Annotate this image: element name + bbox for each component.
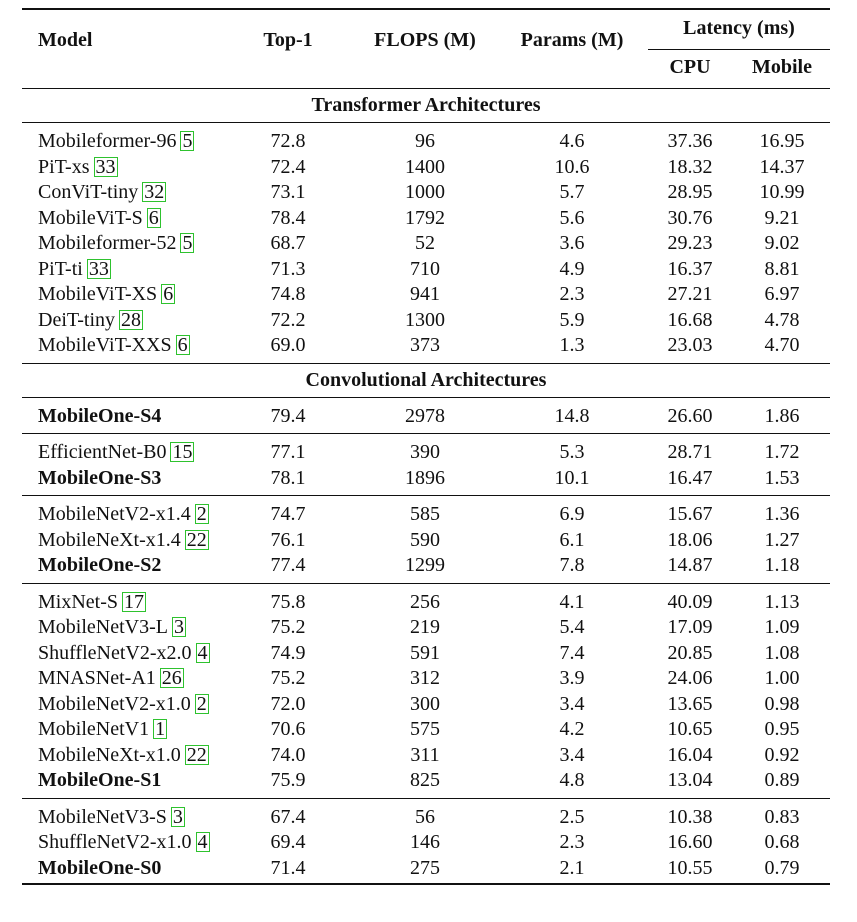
table-row xyxy=(22,404,830,429)
table-row xyxy=(22,282,830,307)
top1-value: 71.3 xyxy=(270,257,306,280)
table-row xyxy=(22,440,830,465)
model-name xyxy=(38,180,166,205)
citation-link[interactable]: 33 xyxy=(88,257,109,280)
model-name xyxy=(38,856,161,881)
flops-value: 256 xyxy=(410,590,440,613)
model-name xyxy=(38,231,194,256)
model-label: DeiT-tiny xyxy=(38,308,116,331)
params-value: 10.6 xyxy=(554,155,590,178)
citation-link[interactable]: 1 xyxy=(155,718,166,740)
params-value: 7.8 xyxy=(559,554,585,576)
top1-value: 78.4 xyxy=(270,206,306,229)
mobile-latency-value: 1.13 xyxy=(764,590,800,613)
flops-value: 591 xyxy=(410,641,440,664)
cpu-latency-value: 28.95 xyxy=(667,181,713,203)
table-row xyxy=(22,333,830,358)
flops-value: 56 xyxy=(415,805,435,828)
citation-link[interactable]: 22 xyxy=(186,528,207,551)
citation-link[interactable]: 5 xyxy=(182,232,193,254)
cpu-latency-value: 27.21 xyxy=(667,283,713,305)
model-name xyxy=(38,308,143,333)
model-name xyxy=(38,440,194,465)
cpu-latency-value: 10.38 xyxy=(667,805,713,828)
citation-link[interactable]: 5 xyxy=(182,130,193,152)
params-value: 5.3 xyxy=(559,441,585,463)
params-value: 5.9 xyxy=(559,308,585,331)
table-row xyxy=(22,553,830,578)
mobile-latency-value: 10.99 xyxy=(759,181,805,203)
header-params: Params (M) xyxy=(520,29,624,51)
model-name xyxy=(38,528,209,553)
citation-link[interactable]: 22 xyxy=(186,743,207,766)
citation-link[interactable]: 17 xyxy=(124,590,144,613)
table-row xyxy=(22,155,830,180)
flops-value: 585 xyxy=(410,503,440,525)
model-name xyxy=(38,641,210,666)
citation-link[interactable]: 3 xyxy=(172,805,183,828)
cpu-latency-value: 16.60 xyxy=(667,831,713,853)
params-value: 2.5 xyxy=(559,805,585,828)
mobile-latency-value: 0.68 xyxy=(764,831,800,853)
model-name xyxy=(38,692,209,717)
section-rule xyxy=(22,363,830,364)
citation-link[interactable]: 2 xyxy=(196,692,207,715)
params-value: 3.6 xyxy=(559,232,585,254)
mobile-latency-value: 1.09 xyxy=(764,616,800,638)
model-name xyxy=(38,466,161,491)
params-value: 3.4 xyxy=(559,692,585,715)
cpu-latency-value: 10.65 xyxy=(667,718,713,740)
mobile-latency-value: 0.98 xyxy=(764,692,800,715)
mobile-latency-value: 0.79 xyxy=(764,856,800,879)
params-value: 2.3 xyxy=(559,283,585,305)
model-label: EfficientNet-B0 xyxy=(38,441,167,463)
model-label: MobileOne-S4 xyxy=(38,404,162,427)
model-label: MNASNet-A1 xyxy=(38,667,156,689)
citation-link[interactable]: 3 xyxy=(173,616,184,638)
group-rule xyxy=(22,433,830,434)
header-cpu: CPU xyxy=(669,56,711,78)
model-name xyxy=(38,830,210,855)
table-row xyxy=(22,466,830,491)
top1-value: 77.4 xyxy=(270,554,306,576)
model-name xyxy=(38,805,185,830)
top1-value: 72.8 xyxy=(270,130,306,152)
flops-value: 710 xyxy=(410,257,440,280)
top1-value: 75.9 xyxy=(270,769,306,791)
table-row xyxy=(22,768,830,793)
model-name xyxy=(38,553,161,578)
citation-link[interactable]: 33 xyxy=(95,155,116,178)
header-top1: Top-1 xyxy=(263,29,313,51)
flops-value: 96 xyxy=(415,130,435,152)
section-rule xyxy=(22,88,830,89)
mobile-latency-value: 1.18 xyxy=(764,554,800,576)
header-mobile: Mobile xyxy=(752,56,812,78)
mobile-latency-value: 4.78 xyxy=(764,308,800,331)
flops-value: 1792 xyxy=(405,206,445,229)
table-row xyxy=(22,830,830,855)
model-label: MobileNetV3-S xyxy=(38,805,167,828)
cpu-latency-value: 16.04 xyxy=(667,743,713,766)
mobile-latency-value: 1.27 xyxy=(764,528,800,551)
bottom-rule xyxy=(22,883,830,885)
table-row xyxy=(22,180,830,205)
flops-value: 1400 xyxy=(405,155,445,178)
top1-value: 69.4 xyxy=(270,831,306,853)
model-label: MobileNeXt-x1.0 xyxy=(38,743,181,766)
params-value: 5.6 xyxy=(559,206,585,229)
header-flops: FLOPS (M) xyxy=(374,29,476,51)
top1-value: 74.9 xyxy=(270,641,306,664)
table-row xyxy=(22,805,830,830)
params-value: 5.4 xyxy=(559,616,585,638)
latency-underline xyxy=(648,49,830,50)
model-label: MobileNetV3-L xyxy=(38,616,168,638)
model-label: MobileViT-XS xyxy=(38,283,158,305)
cpu-latency-value: 26.60 xyxy=(667,404,713,427)
mobile-latency-value: 16.95 xyxy=(759,130,805,152)
cpu-latency-value: 23.03 xyxy=(667,334,713,356)
model-label: Mobileformer-96 xyxy=(38,130,177,152)
group-rule xyxy=(22,495,830,496)
mobile-latency-value: 0.92 xyxy=(764,743,800,766)
params-value: 1.3 xyxy=(559,334,585,356)
model-name xyxy=(38,768,161,793)
params-value: 4.9 xyxy=(559,257,585,280)
flops-value: 219 xyxy=(410,616,440,638)
mobile-latency-value: 9.02 xyxy=(764,232,800,254)
flops-value: 311 xyxy=(410,743,440,766)
citation-link[interactable]: 26 xyxy=(161,667,182,689)
flops-value: 300 xyxy=(410,692,440,715)
top1-value: 73.1 xyxy=(270,181,306,203)
model-name xyxy=(38,666,184,691)
table-row xyxy=(22,590,830,615)
model-name xyxy=(38,717,167,742)
mobile-latency-value: 1.08 xyxy=(764,641,800,664)
group-rule xyxy=(22,122,830,123)
model-name xyxy=(38,206,161,231)
table-row xyxy=(22,692,830,717)
params-value: 6.1 xyxy=(559,528,585,551)
table-row xyxy=(22,666,830,691)
model-name xyxy=(38,257,111,282)
top1-value: 72.0 xyxy=(270,692,306,715)
top1-value: 70.6 xyxy=(270,718,306,740)
cpu-latency-value: 18.32 xyxy=(667,155,713,178)
flops-value: 312 xyxy=(410,667,440,689)
citation-link[interactable]: 28 xyxy=(121,308,142,331)
cpu-latency-value: 16.37 xyxy=(667,257,713,280)
cpu-latency-value: 17.09 xyxy=(667,616,713,638)
cpu-latency-value: 40.09 xyxy=(667,590,713,613)
mobile-latency-value: 4.70 xyxy=(764,334,800,356)
flops-value: 390 xyxy=(410,441,440,463)
cpu-latency-value: 13.65 xyxy=(667,692,713,715)
group-rule xyxy=(22,798,830,799)
top1-value: 75.2 xyxy=(270,616,306,638)
cpu-latency-value: 18.06 xyxy=(667,528,713,551)
model-label: ShuffleNetV2-x1.0 xyxy=(38,831,192,853)
top1-value: 74.7 xyxy=(270,503,306,525)
model-name xyxy=(38,129,194,154)
params-value: 4.8 xyxy=(559,769,585,791)
top1-value: 67.4 xyxy=(270,805,306,828)
group-rule xyxy=(22,397,830,398)
top1-value: 76.1 xyxy=(270,528,306,551)
cpu-latency-value: 15.67 xyxy=(667,503,713,525)
flops-value: 1000 xyxy=(405,181,445,203)
cpu-latency-value: 24.06 xyxy=(667,667,713,689)
model-name xyxy=(38,333,190,358)
top1-value: 74.8 xyxy=(270,283,306,305)
table-row xyxy=(22,502,830,527)
cpu-latency-value: 29.23 xyxy=(667,232,713,254)
mobile-latency-value: 8.81 xyxy=(764,257,800,280)
model-label: MobileOne-S3 xyxy=(38,466,162,489)
top1-value: 72.2 xyxy=(270,308,306,331)
mobile-latency-value: 1.72 xyxy=(764,441,800,463)
params-value: 2.1 xyxy=(559,856,585,879)
model-name xyxy=(38,743,209,768)
header-latency: Latency (ms) xyxy=(683,17,795,39)
citation-link[interactable]: 15 xyxy=(172,441,193,463)
top1-value: 69.0 xyxy=(270,334,306,356)
flops-value: 1896 xyxy=(405,466,445,489)
citation-link[interactable]: 4 xyxy=(197,831,208,853)
model-name xyxy=(38,404,161,429)
mobile-latency-value: 9.21 xyxy=(764,206,800,229)
cpu-latency-value: 20.85 xyxy=(667,641,713,664)
table-row xyxy=(22,615,830,640)
params-value: 6.9 xyxy=(559,503,585,525)
citation-link[interactable]: 2 xyxy=(196,503,207,525)
params-value: 4.1 xyxy=(559,590,585,613)
table-row xyxy=(22,641,830,666)
flops-value: 825 xyxy=(410,769,440,791)
params-value: 3.9 xyxy=(559,667,585,689)
cpu-latency-value: 16.47 xyxy=(667,466,713,489)
mobile-latency-value: 14.37 xyxy=(759,155,805,178)
params-value: 5.7 xyxy=(559,181,585,203)
mobile-latency-value: 6.97 xyxy=(764,283,800,305)
section-title: Convolutional Architectures xyxy=(305,368,547,391)
header-model: Model xyxy=(38,29,93,51)
flops-value: 1300 xyxy=(405,308,445,331)
cpu-latency-value: 30.76 xyxy=(667,206,713,229)
cpu-latency-value: 14.87 xyxy=(667,554,713,576)
top1-value: 78.1 xyxy=(270,466,306,489)
group-rule xyxy=(22,583,830,584)
model-name xyxy=(38,590,146,615)
citation-link[interactable]: 32 xyxy=(144,181,165,203)
top1-value: 72.4 xyxy=(270,155,306,178)
citation-link[interactable]: 4 xyxy=(197,641,208,664)
params-value: 3.4 xyxy=(559,743,585,766)
cpu-latency-value: 13.04 xyxy=(667,769,713,791)
mobile-latency-value: 0.83 xyxy=(764,805,800,828)
params-value: 14.8 xyxy=(554,404,590,427)
citation-link[interactable]: 6 xyxy=(177,334,188,356)
flops-value: 2978 xyxy=(405,404,445,427)
model-label: MobileNetV2-x1.0 xyxy=(38,692,191,715)
model-label: ConViT-tiny xyxy=(38,181,139,203)
model-label: MobileOne-S2 xyxy=(38,554,162,576)
params-value: 4.6 xyxy=(559,130,585,152)
params-value: 2.3 xyxy=(559,831,585,853)
cpu-latency-value: 16.68 xyxy=(667,308,713,331)
flops-value: 1299 xyxy=(405,554,445,576)
top1-value: 68.7 xyxy=(270,232,306,254)
model-name xyxy=(38,502,209,527)
mobile-latency-value: 0.89 xyxy=(764,769,800,791)
model-label: ShuffleNetV2-x2.0 xyxy=(38,641,192,664)
table-row xyxy=(22,257,830,282)
table-row xyxy=(22,308,830,333)
model-name xyxy=(38,155,118,180)
mobile-latency-value: 1.53 xyxy=(764,466,800,489)
flops-value: 575 xyxy=(410,718,440,740)
model-label: MobileOne-S1 xyxy=(38,769,162,791)
table-row xyxy=(22,231,830,256)
top1-value: 75.8 xyxy=(270,590,306,613)
model-label: MobileNetV1 xyxy=(38,718,150,740)
mobile-latency-value: 1.86 xyxy=(764,404,800,427)
citation-link[interactable]: 6 xyxy=(163,283,174,305)
model-label: MobileViT-XXS xyxy=(38,334,172,356)
model-name xyxy=(38,282,175,307)
top1-value: 75.2 xyxy=(270,667,306,689)
top1-value: 74.0 xyxy=(270,743,306,766)
model-label: MobileNetV2-x1.4 xyxy=(38,503,191,525)
top1-value: 71.4 xyxy=(270,856,306,879)
table-row xyxy=(22,743,830,768)
flops-value: 941 xyxy=(410,283,440,305)
model-label: PiT-ti xyxy=(38,257,83,280)
cpu-latency-value: 28.71 xyxy=(667,441,713,463)
table-row xyxy=(22,717,830,742)
model-label: PiT-xs xyxy=(38,155,90,178)
top1-value: 77.1 xyxy=(270,441,306,463)
citation-link[interactable]: 6 xyxy=(148,206,159,229)
cpu-latency-value: 10.55 xyxy=(667,856,713,879)
model-label: MobileViT-S xyxy=(38,206,143,229)
table-row xyxy=(22,129,830,154)
params-value: 7.4 xyxy=(559,641,585,664)
table-row xyxy=(22,856,830,881)
table-row xyxy=(22,206,830,231)
flops-value: 275 xyxy=(410,856,440,879)
params-value: 10.1 xyxy=(554,466,590,489)
model-label: MixNet-S xyxy=(38,590,118,613)
section-title: Transformer Architectures xyxy=(311,94,541,116)
model-label: Mobileformer-52 xyxy=(38,232,177,254)
params-value: 4.2 xyxy=(559,718,585,740)
flops-value: 52 xyxy=(415,232,435,254)
cpu-latency-value: 37.36 xyxy=(667,130,713,152)
mobile-latency-value: 0.95 xyxy=(764,718,800,740)
mobile-latency-value: 1.00 xyxy=(764,667,800,689)
top-rule xyxy=(22,8,830,10)
model-label: MobileNeXt-x1.4 xyxy=(38,528,181,551)
top1-value: 79.4 xyxy=(270,404,306,427)
flops-value: 373 xyxy=(410,334,440,356)
mobile-latency-value: 1.36 xyxy=(764,503,800,525)
flops-value: 590 xyxy=(410,528,440,551)
model-name xyxy=(38,615,186,640)
flops-value: 146 xyxy=(410,831,440,853)
model-label: MobileOne-S0 xyxy=(38,856,162,879)
table-row xyxy=(22,528,830,553)
